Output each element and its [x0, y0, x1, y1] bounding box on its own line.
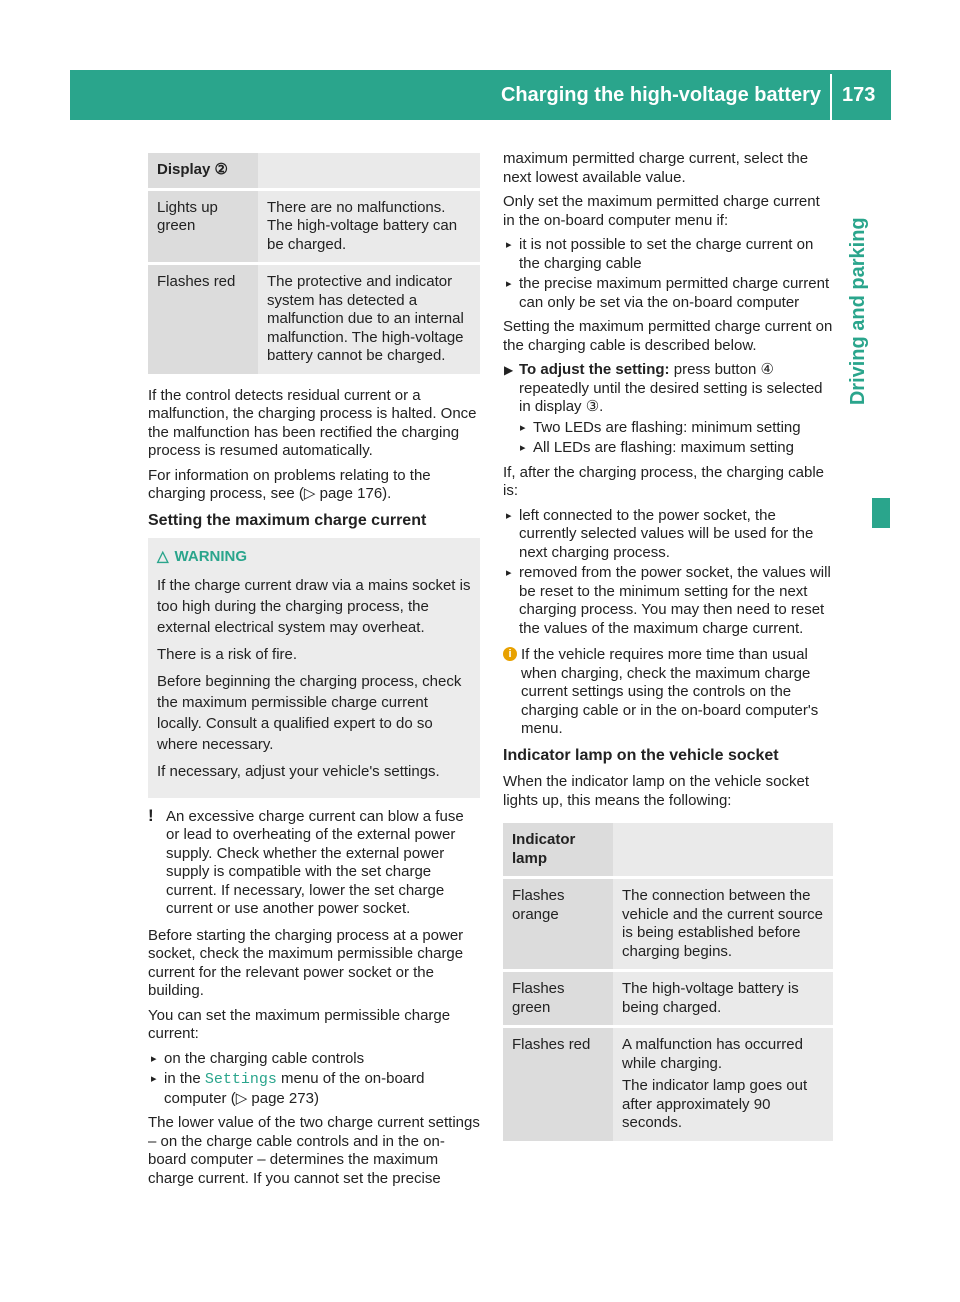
- bullet-list: [148, 1050, 480, 1109]
- warning-text: If the charge current draw via a mains socket is too high during the charging process, the external electrical system may overheat.: [157, 576, 471, 636]
- list-item: [148, 1070, 480, 1108]
- bullet-list: [503, 507, 833, 639]
- paragraph: Setting the maximum permitted charge current on the charging cable is described below.: [503, 318, 833, 354]
- side-tab-label: Driving and parking: [846, 217, 869, 406]
- list-item: ▸ left connected to the power socket, the currently selected values will be used for the next charging process.: [503, 507, 833, 563]
- list-item: ▸ removed from the power socket, the values will be reset to the minimum setting for the next charging process. You may then need to reset the values of the maximum charge current.: [503, 564, 833, 638]
- paragraph: If, after the charging process, the charging cable is:: [503, 463, 825, 499]
- paragraph: Before starting the charging process at a power socket, check the maximum permissible charge current for the relevant power socket or the building.: [148, 926, 464, 999]
- bullet-list: [503, 236, 833, 312]
- paragraph: When the indicator lamp on the vehicle socket lights up, this means the following:: [503, 773, 809, 809]
- info-text: If the vehicle requires more time than usual when charging, check the maximum charge current settings using the controls on the charging cable or in the on-board computer's menu.: [521, 646, 819, 737]
- header-divider: [830, 74, 832, 120]
- table-header-row: [503, 823, 833, 876]
- section-heading: Setting the maximum charge current: [148, 511, 427, 529]
- cell-text: A malfunction has occurred while charging.: [622, 1036, 803, 1072]
- page-number: 173: [842, 84, 876, 106]
- exclamation-icon: !: [148, 805, 154, 825]
- table-row: [503, 972, 833, 1025]
- table-cell-state: Flashes red: [503, 1028, 613, 1141]
- notice-text: An excessive charge current can blow a fuse or lead to overheating of the external power supply. Check whether the external power supply is compatible with the set charge current. If necessary, lower the set charge current or use another power socket.: [166, 807, 464, 917]
- table-cell-state: Flashes green: [503, 972, 613, 1025]
- list-text: menu of the on-board computer (▷ page 273): [164, 1070, 425, 1107]
- section-heading: Indicator lamp on the vehicle socket: [503, 746, 779, 764]
- indicator-lamp-table: [503, 820, 833, 1144]
- warning-text: Before beginning the charging process, check the maximum permissible charge current locally. Consult a qualified expert to do so where necessary.: [157, 672, 462, 753]
- action-arrow-icon: ▶: [504, 363, 514, 377]
- action-text: press button ④ repeatedly until the desired setting is selected in display ③.: [519, 361, 823, 415]
- info-note: [503, 646, 833, 739]
- list-item: ▸ the precise maximum permitted charge current can only be set via the on-board computer: [503, 275, 833, 312]
- page-header: [70, 70, 891, 120]
- notice: [148, 805, 480, 919]
- table-cell-desc: [613, 1028, 833, 1141]
- table-row: [503, 879, 833, 969]
- table-header-cell: Display ②: [148, 153, 258, 188]
- header-title: Charging the high-voltage battery: [500, 84, 821, 106]
- paragraph: The lower value of the two charge current settings – on the charge cable controls and in the on-board computer – determines the maximum charge current. If you cannot set the precise: [148, 1114, 480, 1187]
- table-cell-state: Flashes red: [148, 265, 258, 374]
- sub-bullet-list: [503, 419, 833, 458]
- paragraph: If the control detects residual current or a malfunction, the charging process is halted. Once the malfunction has been rectified the charging process is resumed automatically.: [148, 386, 477, 459]
- paragraph: You can set the maximum permissible charge current:: [148, 1006, 451, 1042]
- table-cell-desc: The high-voltage battery is being charged.: [613, 972, 833, 1025]
- warning-text: There is a risk of fire.: [157, 645, 298, 663]
- warning-triangle-icon: △: [157, 548, 169, 565]
- warning-box: [148, 538, 480, 798]
- paragraph: For information on problems relating to the charging process, see (▷ page 176).: [148, 466, 431, 502]
- list-item: ▸ on the charging cable controls: [148, 1050, 480, 1069]
- display-table: [148, 150, 480, 377]
- table-row: [503, 1028, 833, 1141]
- table-row: [148, 191, 480, 263]
- left-column: [148, 150, 480, 1194]
- table-header-cell: Indicator lamp: [503, 823, 613, 876]
- list-item: ▸ All LEDs are flashing: maximum setting: [517, 439, 833, 458]
- right-column: [503, 150, 833, 1154]
- settings-menu-label: Settings: [204, 1071, 277, 1088]
- table-row: [148, 265, 480, 374]
- cell-text: The indicator lamp goes out after approximately 90 seconds.: [622, 1077, 808, 1131]
- paragraph: Only set the maximum permitted charge current in the on-board computer menu if:: [503, 193, 820, 229]
- warning-text: If necessary, adjust your vehicle's settings.: [157, 762, 440, 780]
- table-cell-desc: There are no malfunctions. The high-voltage battery can be charged.: [258, 191, 480, 263]
- list-text: in the: [164, 1070, 205, 1087]
- warning-label: WARNING: [174, 548, 248, 565]
- table-header-empty: [258, 153, 480, 188]
- info-icon: i: [503, 647, 517, 661]
- table-cell-state: Lights up green: [148, 191, 258, 263]
- table-cell-state: Flashes orange: [503, 879, 613, 969]
- warning-title: [157, 548, 471, 567]
- table-header-row: [148, 153, 480, 188]
- side-tab-marker: [872, 498, 890, 528]
- table-header-empty: [613, 823, 833, 876]
- action-label: To adjust the setting:: [519, 361, 670, 378]
- table-cell-desc: The protective and indicator system has detected a malfunction due to an internal malfunction. The high-voltage battery cannot be charged.: [258, 265, 480, 374]
- table-cell-desc: The connection between the vehicle and the current source is being established before charging begins.: [613, 879, 833, 969]
- list-item: ▸ it is not possible to set the charge current on the charging cable: [503, 236, 833, 273]
- action-step: [503, 361, 833, 417]
- list-item: ▸ Two LEDs are flashing: minimum setting: [517, 419, 833, 438]
- paragraph: maximum permitted charge current, select the next lowest available value.: [503, 150, 809, 186]
